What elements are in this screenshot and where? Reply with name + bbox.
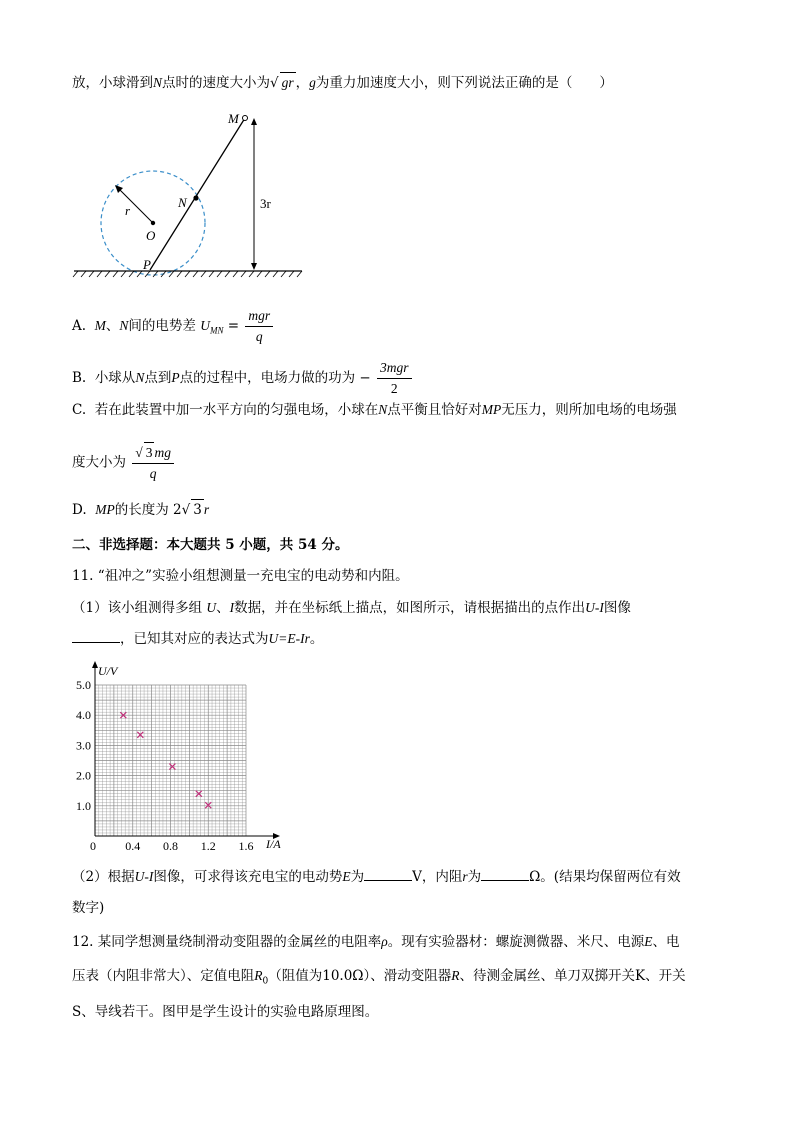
q11-stem: 11. “祖冲之”实验小组想测量一充电宝的电动势和内阻。 [72, 568, 409, 584]
q11-answer-blank-2[interactable] [364, 866, 412, 881]
option-c-mp: MP [481, 402, 502, 417]
q11-i: I [229, 600, 235, 615]
q11-part2-b: 图像，可求得该充电宝的电动势 [153, 869, 343, 885]
q12-text-6: 、待测金属丝、单刀双掷开关K、开关 [459, 968, 686, 984]
q11-unit-v: V，内阻 [412, 869, 463, 885]
x-tick-label: 1.6 [238, 839, 254, 853]
q11-part2-e: Ω。(结果均保留两位有效 [529, 869, 681, 885]
q11-formula: U=E-Ir [268, 631, 310, 646]
option-a-u: U [200, 318, 210, 333]
ground-hatch [73, 271, 302, 277]
intro-text-1: 放，小球滑到 [72, 75, 153, 91]
q11-sep: 、 [216, 600, 230, 616]
option-a-den: q [255, 329, 263, 344]
option-a-prefix: A. [72, 318, 87, 334]
option-b-text-2: 点到 [144, 370, 172, 386]
intro-text-4: 为重力加速度大小，则下列说法正确的是（ ） [315, 75, 613, 91]
label-m: M [228, 111, 239, 126]
option-c-text-1: 若在此装置中加一水平方向的匀强电场，小球在 [94, 402, 379, 418]
q11-ui: U-I [585, 600, 604, 615]
q12-rho: ρ [381, 934, 388, 949]
option-c-prefix: C. [72, 402, 87, 418]
incline-circle-figure [70, 108, 310, 283]
q11-part1-c: 图像 [603, 600, 631, 616]
q11-part2-ui: U-I [134, 869, 154, 884]
option-d-coef: 2 [173, 502, 182, 518]
y-tick-label: 4.0 [76, 708, 91, 723]
x-tick-label: 0.8 [163, 839, 178, 853]
option-a [72, 306, 275, 347]
q11-e: E [342, 869, 351, 884]
intro-g: g [309, 75, 316, 90]
incline-rod [150, 118, 245, 270]
option-d [72, 499, 209, 520]
option-d-sqrt: √ 3 [182, 502, 204, 518]
label-n: N [178, 195, 187, 210]
q11-answer-blank-3[interactable] [481, 866, 529, 881]
q12-text-3: 、电 [652, 934, 680, 950]
q12-r0-sub: 0 [262, 976, 269, 987]
radius-arrow [117, 187, 153, 223]
q11-u: U [206, 600, 217, 615]
q11-part1-line2 [72, 628, 323, 649]
label-3r: 3r [260, 196, 271, 211]
option-b-fraction [377, 358, 412, 399]
option-b-num: 3mgr [377, 358, 412, 379]
q11-part2-d: 为 [467, 869, 482, 885]
intro-line [72, 72, 613, 93]
height-arrow-bottom [251, 263, 257, 270]
q11-part2-line1 [72, 866, 681, 887]
q11-r: r [462, 869, 468, 884]
x-tick-origin: 0 [90, 839, 96, 853]
option-c-line2 [72, 442, 176, 484]
q11-part2-c: 为 [350, 869, 365, 885]
option-b-p: P [171, 370, 180, 385]
point-m-circle [243, 116, 248, 121]
q11-part2-line2: 数字) [72, 900, 105, 916]
q11-answer-blank-1[interactable] [72, 628, 120, 643]
option-c-n: N [378, 402, 388, 417]
chart-grid [95, 685, 246, 836]
intro-text-2: 点时的速度大小为 [162, 75, 271, 91]
option-d-mp: MP [95, 502, 115, 517]
option-c-text-2: 点平衡且恰好对 [387, 402, 482, 418]
intro-n: N [153, 75, 163, 90]
chart-ylabel: U/V [98, 664, 118, 678]
intro-text-3: ， [295, 75, 310, 91]
option-a-eq: = [223, 318, 244, 334]
q12-line3: S、导线若干。图甲是学生设计的实验电路原理图。 [72, 1004, 379, 1020]
option-c-line1 [72, 400, 677, 420]
y-tick-label: 2.0 [76, 768, 91, 783]
option-c-text-4: 度大小为 [72, 454, 126, 471]
label-p: P [143, 257, 151, 272]
option-a-m: M [94, 318, 106, 333]
option-a-fraction [245, 306, 273, 347]
height-arrow-top [251, 118, 257, 125]
option-a-text: 间的电势差 [128, 318, 196, 334]
point-n-dot [193, 195, 198, 200]
option-b-n: N [135, 370, 145, 385]
section-2-title: 二、非选择题：本大题共 5 小题，共 54 分。 [72, 537, 349, 553]
q12-line2 [72, 966, 686, 992]
q12-text-2: 。现有实验器材：螺旋测微器、米尺、电源 [387, 934, 645, 950]
y-tick-label: 5.0 [76, 678, 91, 692]
option-b [72, 358, 414, 399]
q11-part1-d: ，已知其对应的表达式为 [120, 631, 269, 647]
q12-text-1: 12. 某同学想测量绕制滑动变阻器的金属丝的电阻率 [72, 934, 382, 950]
center-dot [151, 221, 155, 225]
option-a-num: mgr [245, 306, 273, 327]
q11-part1-a: （1）该小组测得多组 [72, 600, 203, 616]
option-b-text-3: 点的过程中，电场力做的功为 − [179, 370, 371, 386]
option-b-text-1: 小球从 [94, 370, 136, 386]
y-tick-label: 3.0 [76, 738, 91, 753]
y-tick-label: 1.0 [76, 798, 91, 813]
q12-r0: R [254, 968, 263, 983]
chart-axes [92, 661, 280, 839]
option-d-r: r [203, 502, 210, 517]
q11-part2-a: （2）根据 [72, 869, 135, 885]
option-d-prefix: D. [72, 502, 87, 518]
option-d-text: 的长度为 [114, 502, 169, 518]
ui-chart [66, 660, 296, 860]
q12-text-4: 压表（内阻非常大）、定值电阻 [72, 968, 255, 984]
q12-text-5: （阻值为10.0Ω）、滑动变阻器 [268, 968, 452, 984]
q11-part1-b: 数据，并在坐标纸上描点，如图所示，请根据描出的点作出 [234, 600, 586, 616]
q11-part1-line1 [72, 598, 631, 618]
option-a-sub: MN [209, 325, 224, 336]
sqrt-gr: √ gr [270, 75, 296, 91]
x-tick-label: 0.4 [125, 839, 141, 853]
option-a-n: N [119, 318, 129, 333]
option-c-num: √ 3 mg [132, 442, 174, 464]
label-o: O [146, 228, 156, 243]
option-a-sep: 、 [105, 318, 120, 334]
q12-e: E [644, 934, 653, 949]
label-r: r [125, 203, 131, 218]
q12-r: R [451, 968, 460, 983]
chart-xlabel: I/A [266, 837, 281, 851]
option-c-den: q [149, 466, 157, 481]
q11-part1-e: 。 [309, 631, 324, 647]
x-tick-label: 1.2 [200, 839, 216, 853]
option-b-prefix: B. [72, 370, 87, 386]
option-c-fraction [132, 442, 174, 484]
q12-line1 [72, 932, 680, 952]
option-b-den: 2 [390, 381, 398, 396]
option-c-text-3: 无压力，则所加电场的电场强 [501, 402, 677, 418]
